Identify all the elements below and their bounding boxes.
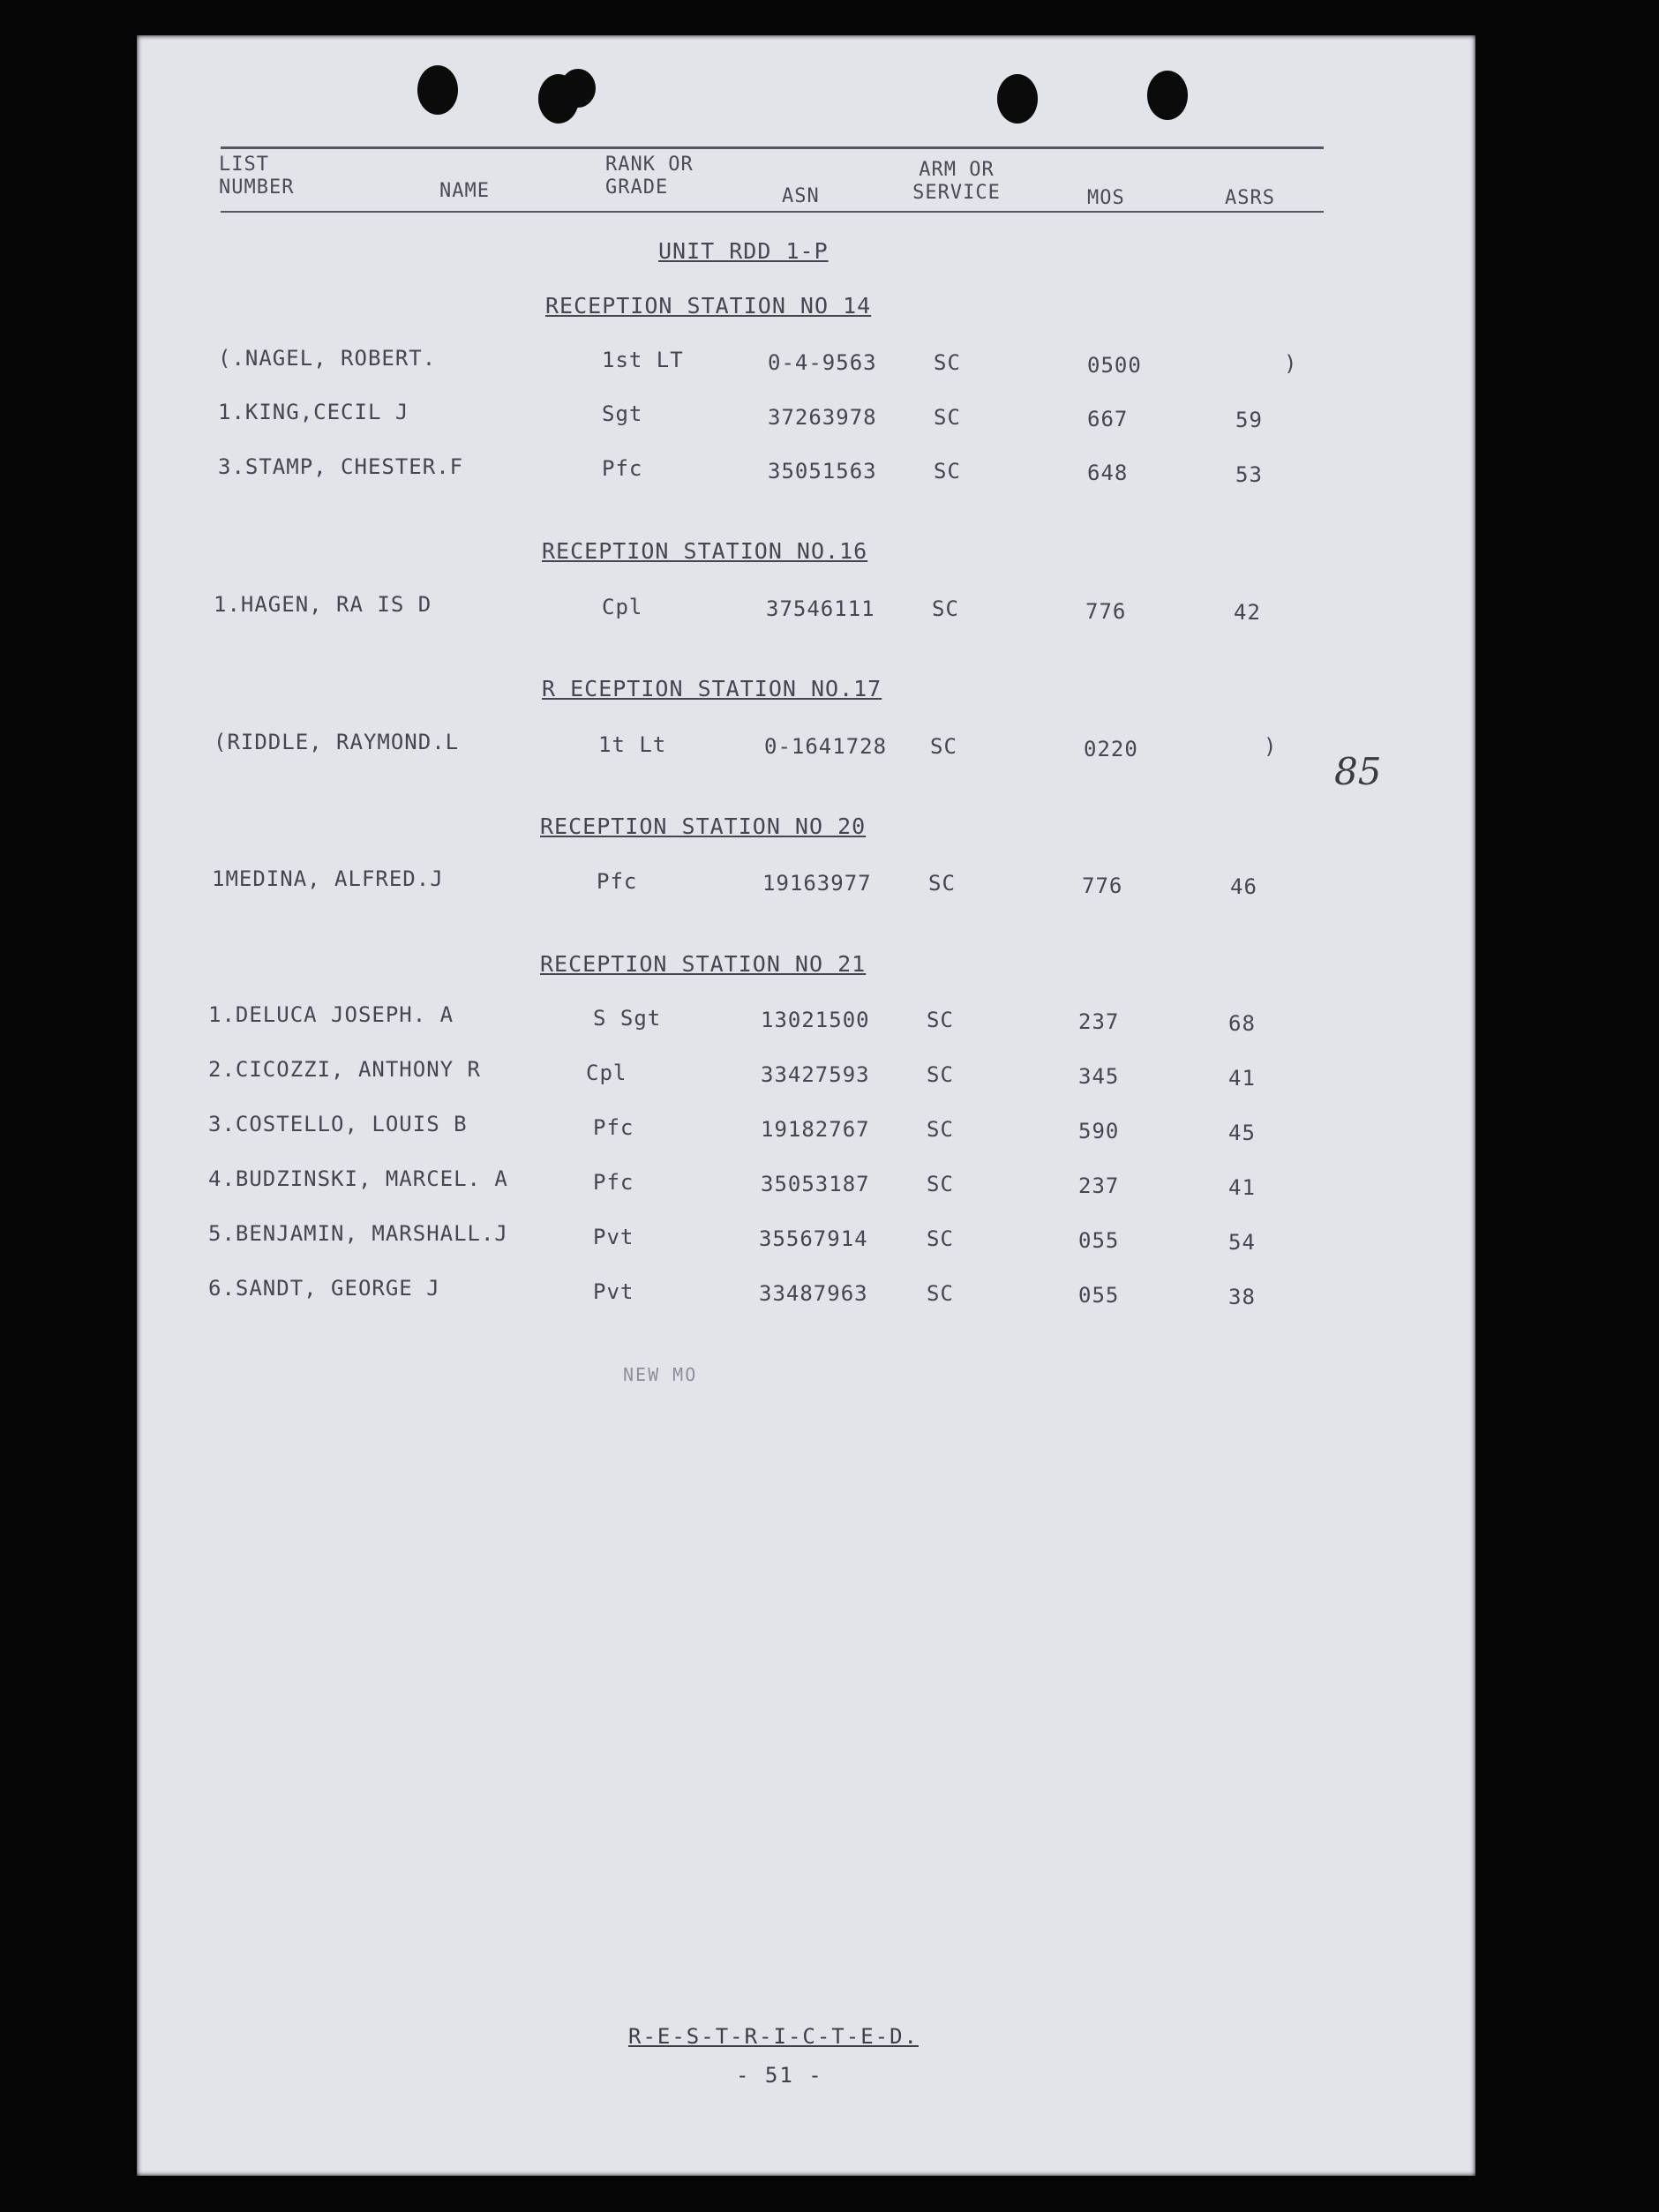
row-asrs: 45 [1228, 1121, 1256, 1145]
row-rank: 1st LT [602, 348, 684, 372]
punch-hole [997, 74, 1038, 124]
row-asrs: ) [1264, 734, 1278, 759]
row-arm: SC [928, 871, 956, 896]
row-rank: Pfc [597, 869, 638, 894]
row-asrs: 59 [1235, 408, 1263, 432]
row-asn: 37263978 [768, 405, 877, 430]
row-rank: 1t Lt [598, 732, 667, 757]
row-asn: 19163977 [762, 871, 872, 896]
row-arm: SC [927, 1117, 954, 1142]
header-bottom-rule [221, 211, 1324, 213]
punch-hole [1147, 71, 1188, 120]
row-mos: 055 [1078, 1228, 1120, 1253]
row-asrs: 53 [1235, 462, 1263, 487]
margin-note: 85 [1334, 750, 1382, 793]
section-title: RECEPTION STATION NO 21 [540, 951, 867, 977]
row-name: 6.SANDT, GEORGE J [208, 1276, 440, 1301]
row-name: (.NAGEL, ROBERT. [218, 346, 437, 371]
row-rank: Pvt [593, 1279, 634, 1304]
row-asrs: 46 [1230, 874, 1257, 899]
row-name: 4.BUDZINSKI, MARCEL. A [208, 1166, 508, 1191]
punch-hole [560, 69, 596, 108]
row-rank: S Sgt [593, 1006, 662, 1031]
row-asn: 33427593 [761, 1062, 870, 1087]
row-asn: 37546111 [766, 596, 875, 621]
header-mos: MOS [1087, 187, 1125, 209]
row-asrs: 41 [1228, 1066, 1256, 1091]
row-asrs: 54 [1228, 1230, 1256, 1255]
row-rank: Cpl [586, 1061, 627, 1085]
section-title: R ECEPTION STATION NO.17 [542, 676, 882, 701]
row-name: 1.HAGEN, RA IS D [214, 592, 432, 617]
faint-typed-line: NEW MO [623, 1364, 698, 1385]
row-arm: SC [930, 734, 957, 759]
header-rank: RANK OR GRADE [605, 154, 694, 199]
row-asn: 0-4-9563 [768, 350, 877, 375]
row-rank: Pfc [602, 456, 643, 481]
row-mos: 237 [1078, 1173, 1120, 1198]
row-rank: Pfc [593, 1115, 634, 1140]
row-arm: SC [934, 459, 961, 484]
header-name: NAME [439, 180, 490, 202]
row-name: (RIDDLE, RAYMOND.L [214, 730, 460, 754]
unit-title: UNIT RDD 1-P [658, 238, 829, 264]
row-asrs: 38 [1228, 1285, 1256, 1309]
header-asrs: ASRS [1225, 187, 1275, 209]
page-number: - 51 - [736, 2063, 823, 2088]
row-name: 5.BENJAMIN, MARSHALL.J [208, 1221, 508, 1246]
punch-hole [417, 65, 458, 115]
row-mos: 648 [1087, 461, 1129, 485]
row-arm: SC [927, 1008, 954, 1032]
row-arm: SC [932, 596, 959, 621]
row-rank: Pvt [593, 1225, 634, 1249]
row-mos: 667 [1087, 407, 1129, 431]
row-mos: 055 [1078, 1283, 1120, 1308]
row-name: 3.COSTELLO, LOUIS B [208, 1112, 468, 1136]
row-asrs: 68 [1228, 1011, 1256, 1036]
header-list-number: LIST NUMBER [219, 154, 295, 199]
header-top-rule [221, 146, 1324, 149]
row-asrs: 41 [1228, 1175, 1256, 1200]
row-arm: SC [934, 405, 961, 430]
section-title: RECEPTION STATION NO.16 [542, 538, 868, 564]
row-asn: 35567914 [759, 1226, 868, 1251]
row-arm: SC [927, 1226, 954, 1251]
row-mos: 237 [1078, 1009, 1120, 1034]
row-arm: SC [927, 1281, 954, 1306]
row-rank: Cpl [602, 595, 643, 619]
row-rank: Sgt [602, 401, 643, 426]
row-arm: SC [927, 1172, 954, 1196]
classification-footer: R-E-S-T-R-I-C-T-E-D. [628, 2024, 919, 2049]
row-asrs: 42 [1234, 600, 1261, 625]
row-name: 3.STAMP, CHESTER.F [218, 454, 464, 479]
row-mos: 0220 [1084, 737, 1138, 761]
row-asn: 19182767 [761, 1117, 870, 1142]
row-asn: 35053187 [761, 1172, 870, 1196]
row-asrs: ) [1284, 351, 1298, 376]
header-asn: ASN [782, 185, 820, 207]
row-mos: 345 [1078, 1064, 1120, 1089]
row-asn: 13021500 [761, 1008, 870, 1032]
header-arm: ARM OR SERVICE [912, 159, 1001, 204]
row-asn: 0-1641728 [764, 734, 888, 759]
row-mos: 0500 [1087, 353, 1142, 378]
row-name: 1MEDINA, ALFRED.J [212, 866, 444, 891]
row-mos: 776 [1085, 599, 1127, 624]
section-title: RECEPTION STATION NO 14 [545, 293, 872, 319]
row-asn: 33487963 [759, 1281, 868, 1306]
section-title: RECEPTION STATION NO 20 [540, 814, 867, 839]
row-mos: 590 [1078, 1119, 1120, 1143]
row-asn: 35051563 [768, 459, 877, 484]
row-name: 1.KING,CECIL J [218, 400, 409, 424]
row-arm: SC [934, 350, 961, 375]
row-mos: 776 [1082, 874, 1123, 898]
row-name: 1.DELUCA JOSEPH. A [208, 1002, 454, 1027]
row-name: 2.CICOZZI, ANTHONY R [208, 1057, 481, 1082]
row-rank: Pfc [593, 1170, 634, 1195]
row-arm: SC [927, 1062, 954, 1087]
